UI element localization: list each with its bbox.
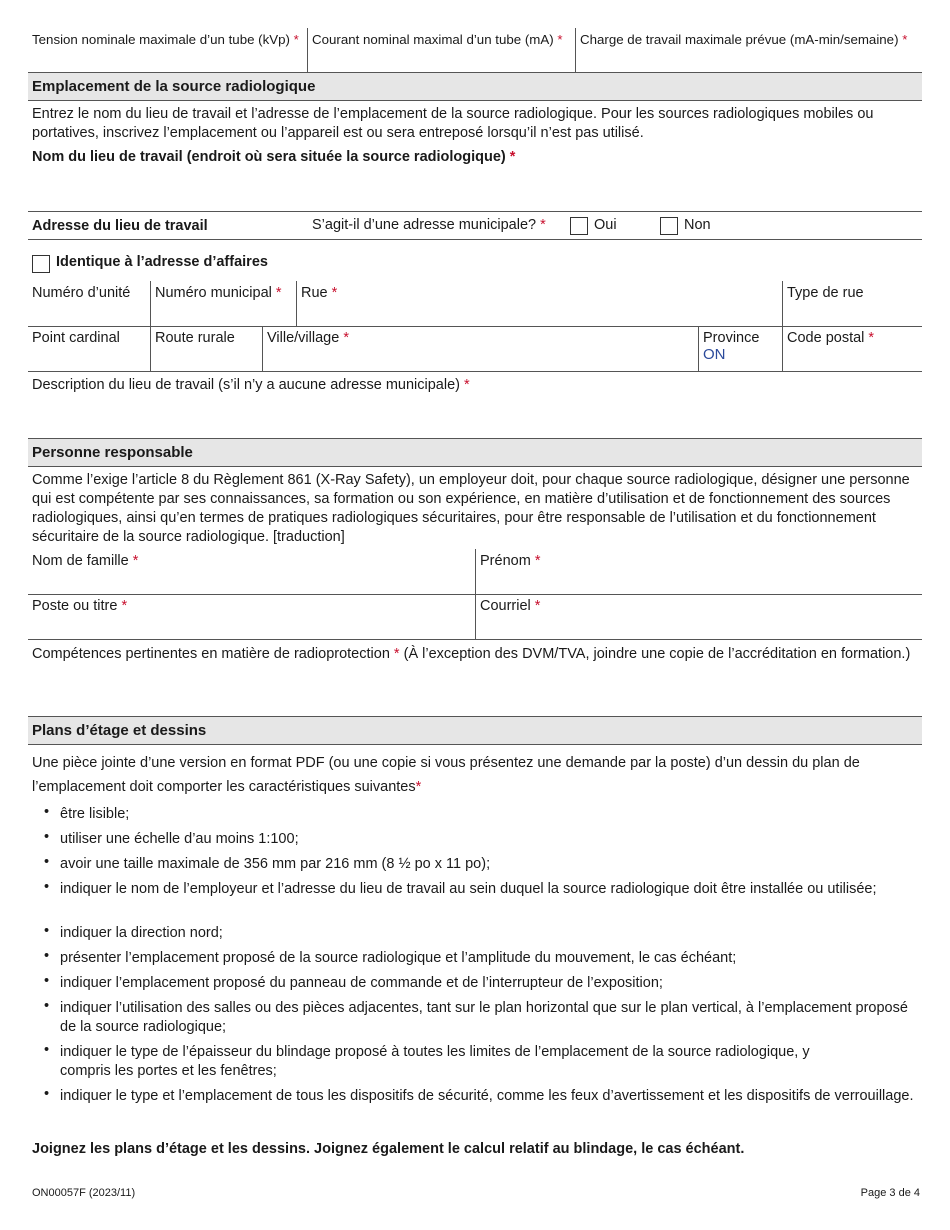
tube-current-field[interactable] [312,32,563,47]
last-name-field[interactable] [32,552,138,571]
required-mark: * [557,32,563,47]
workload-field[interactable] [580,32,907,47]
plan-requirement: utiliser une échelle d’au moins 1:100; [60,831,299,847]
required-mark: * [293,32,299,47]
first-name-label: Prénom [480,553,531,569]
city-label: Ville/village [267,330,340,346]
workload-label: Charge de travail maximale prévue (mA-min/semaine) [580,32,899,47]
plan-requirement: indiquer le type et l’emplacement de tous les dispositifs de sécurité, comme les feux d’avertissement et les dispositifs de verrouillage. [60,1088,914,1104]
last-name-label: Nom de famille [32,553,129,569]
no-checkbox[interactable] [660,217,678,235]
required-mark: * [132,553,139,569]
form-id: ON00057F (2023/11) [32,1187,136,1199]
same-as-business-label: Identique à l’adresse d’affaires [56,254,268,270]
required-mark: * [540,217,546,233]
plan-requirement: avoir une taille maximale de 356 mm par 216 mm (8 ½ po x 11 po); [60,856,491,872]
city-field[interactable] [267,329,349,348]
street-label: Rue [301,285,328,301]
responsible-text: Comme l’exige l’article 8 du Règlement 861 (X-Ray Safety), un employeur doit, pour chaque source radiologique, désigner une personne qui est compétente par ses connaissances, sa formation ou son expérience, en matière d’utilisation et de fonctionnement des sources radiologiques, ainsi qu’en termes de pratiques radiologiques sécuritaires, pour être responsable de l’utilisation et du fonctionnement sécuritaire de la source radiologique. [traduction] [32,472,910,545]
tube-current-label: Courant nominal maximal d’un tube (mA) [312,32,554,47]
postal-code-field[interactable] [787,329,874,348]
street-type-field[interactable]: Type de rue [787,285,864,301]
bullet-icon: • [44,948,50,964]
title-label: Poste ou titre [32,598,118,614]
required-mark: * [275,285,282,301]
bullet-icon: • [44,854,50,870]
plan-requirement: indiquer l’emplacement proposé du panneau de commande et de l’interrupteur de l’exposition; [60,975,663,991]
location-instructions: Entrez le nom du lieu de travail et l’adresse de l’emplacement de la source radiologique. Pour les sources radiologiques mobiles ou portatives, inscrivez l’emplacement ou l’appareil est ou sera entreposé lorsqu’il n’est pas utilisé. [32,106,874,141]
plan-requirement: indiquer le type de l’épaisseur du blindage proposé à toutes les limites de l’emplacement de la source radiologique, y compris les portes et les fenêtres; [60,1044,810,1079]
email-label: Courriel [480,598,531,614]
province-label: Province [703,330,760,346]
workplace-name-field[interactable] [32,148,515,167]
workplace-name-label: Nom du lieu de travail (endroit où sera située la source radiologique) [32,149,506,165]
bullet-icon: • [44,973,50,989]
required-mark: * [534,553,541,569]
bullet-icon: • [44,1042,50,1058]
location-heading: Emplacement de la source radiologique [32,78,316,95]
required-mark: * [343,330,349,346]
yes-label: Oui [594,217,617,233]
responsible-heading: Personne responsable [32,444,193,461]
plans-intro [32,751,922,799]
municipal-question [312,216,546,235]
bullet-icon: • [44,923,50,939]
municipal-question-label: S’agit-il d’une adresse municipale? [312,217,537,233]
rural-route-field[interactable]: Route rurale [155,330,235,346]
required-mark: * [902,32,908,47]
plans-closing: Joignez les plans d’étage et les dessins. Joignez également le calcul relatif au blindage, le cas échéant. [32,1141,745,1157]
required-mark: * [534,598,541,614]
bullet-icon: • [44,804,50,820]
first-name-field[interactable] [480,552,540,571]
competencies-label: Compétences pertinentes en matière de radioprotection [32,646,390,662]
unit-field[interactable]: Numéro d’unité [32,285,131,301]
required-mark: * [121,598,128,614]
plan-requirement: indiquer l’utilisation des salles ou des pièces adjacentes, tant sur le plan horizontal que sur le plan vertical, à l’emplacement proposé de la source radiologique; [60,1000,908,1035]
page-number: Page 3 de 4 [860,1187,920,1199]
location-heading-band [28,72,922,101]
bullet-icon: • [44,829,50,845]
plan-requirement: présenter l’emplacement proposé de la source radiologique et l’amplitude du mouvement, le cas échéant; [60,950,737,966]
tube-voltage-field[interactable] [32,32,299,47]
same-as-business-checkbox[interactable] [32,255,50,273]
address-heading: Adresse du lieu de travail [32,218,208,234]
required-mark: * [868,330,875,346]
required-mark: * [331,285,338,301]
street-number-field[interactable] [155,284,282,303]
bullet-icon: • [44,1086,50,1102]
plan-requirement: indiquer le nom de l’employeur et l’adresse du lieu de travail au sein duquel la source radiologique doit être installée ou utilisée; [60,881,877,897]
required-mark: * [415,779,422,795]
required-mark: * [393,646,400,662]
yes-checkbox[interactable] [570,217,588,235]
responsible-heading-band [28,438,922,467]
title-field[interactable] [32,597,127,616]
cardinal-field[interactable]: Point cardinal [32,330,120,346]
competencies-note: (À l’exception des DVM/TVA, joindre une copie de l’accréditation en formation.) [403,646,911,662]
workplace-description-field[interactable] [32,376,470,395]
email-field[interactable] [480,597,540,616]
required-mark: * [464,377,470,393]
tube-voltage-label: Tension nominale maximale d’un tube (kVp) [32,32,290,47]
bullet-icon: • [44,879,50,895]
plan-requirement: indiquer la direction nord; [60,925,223,941]
postal-code-label: Code postal [787,330,865,346]
province-value[interactable]: ON [703,346,726,363]
street-field[interactable] [301,284,337,303]
plans-heading-band [28,716,922,745]
plan-requirement: être lisible; [60,806,130,822]
no-label: Non [684,217,711,233]
competencies-field[interactable] [32,645,922,664]
plans-intro-text: Une pièce jointe d’une version en format PDF (ou une copie si vous présentez une demande par la poste) d’un dessin du plan de l’emplacement doit comporter les caractéristiques suivantes [32,755,860,795]
plans-heading: Plans d’étage et dessins [32,722,207,739]
street-number-label: Numéro municipal [155,285,272,301]
bullet-icon: • [44,998,50,1014]
required-mark: * [509,149,516,165]
workplace-description-label: Description du lieu de travail (s’il n’y a aucune adresse municipale) [32,377,460,393]
